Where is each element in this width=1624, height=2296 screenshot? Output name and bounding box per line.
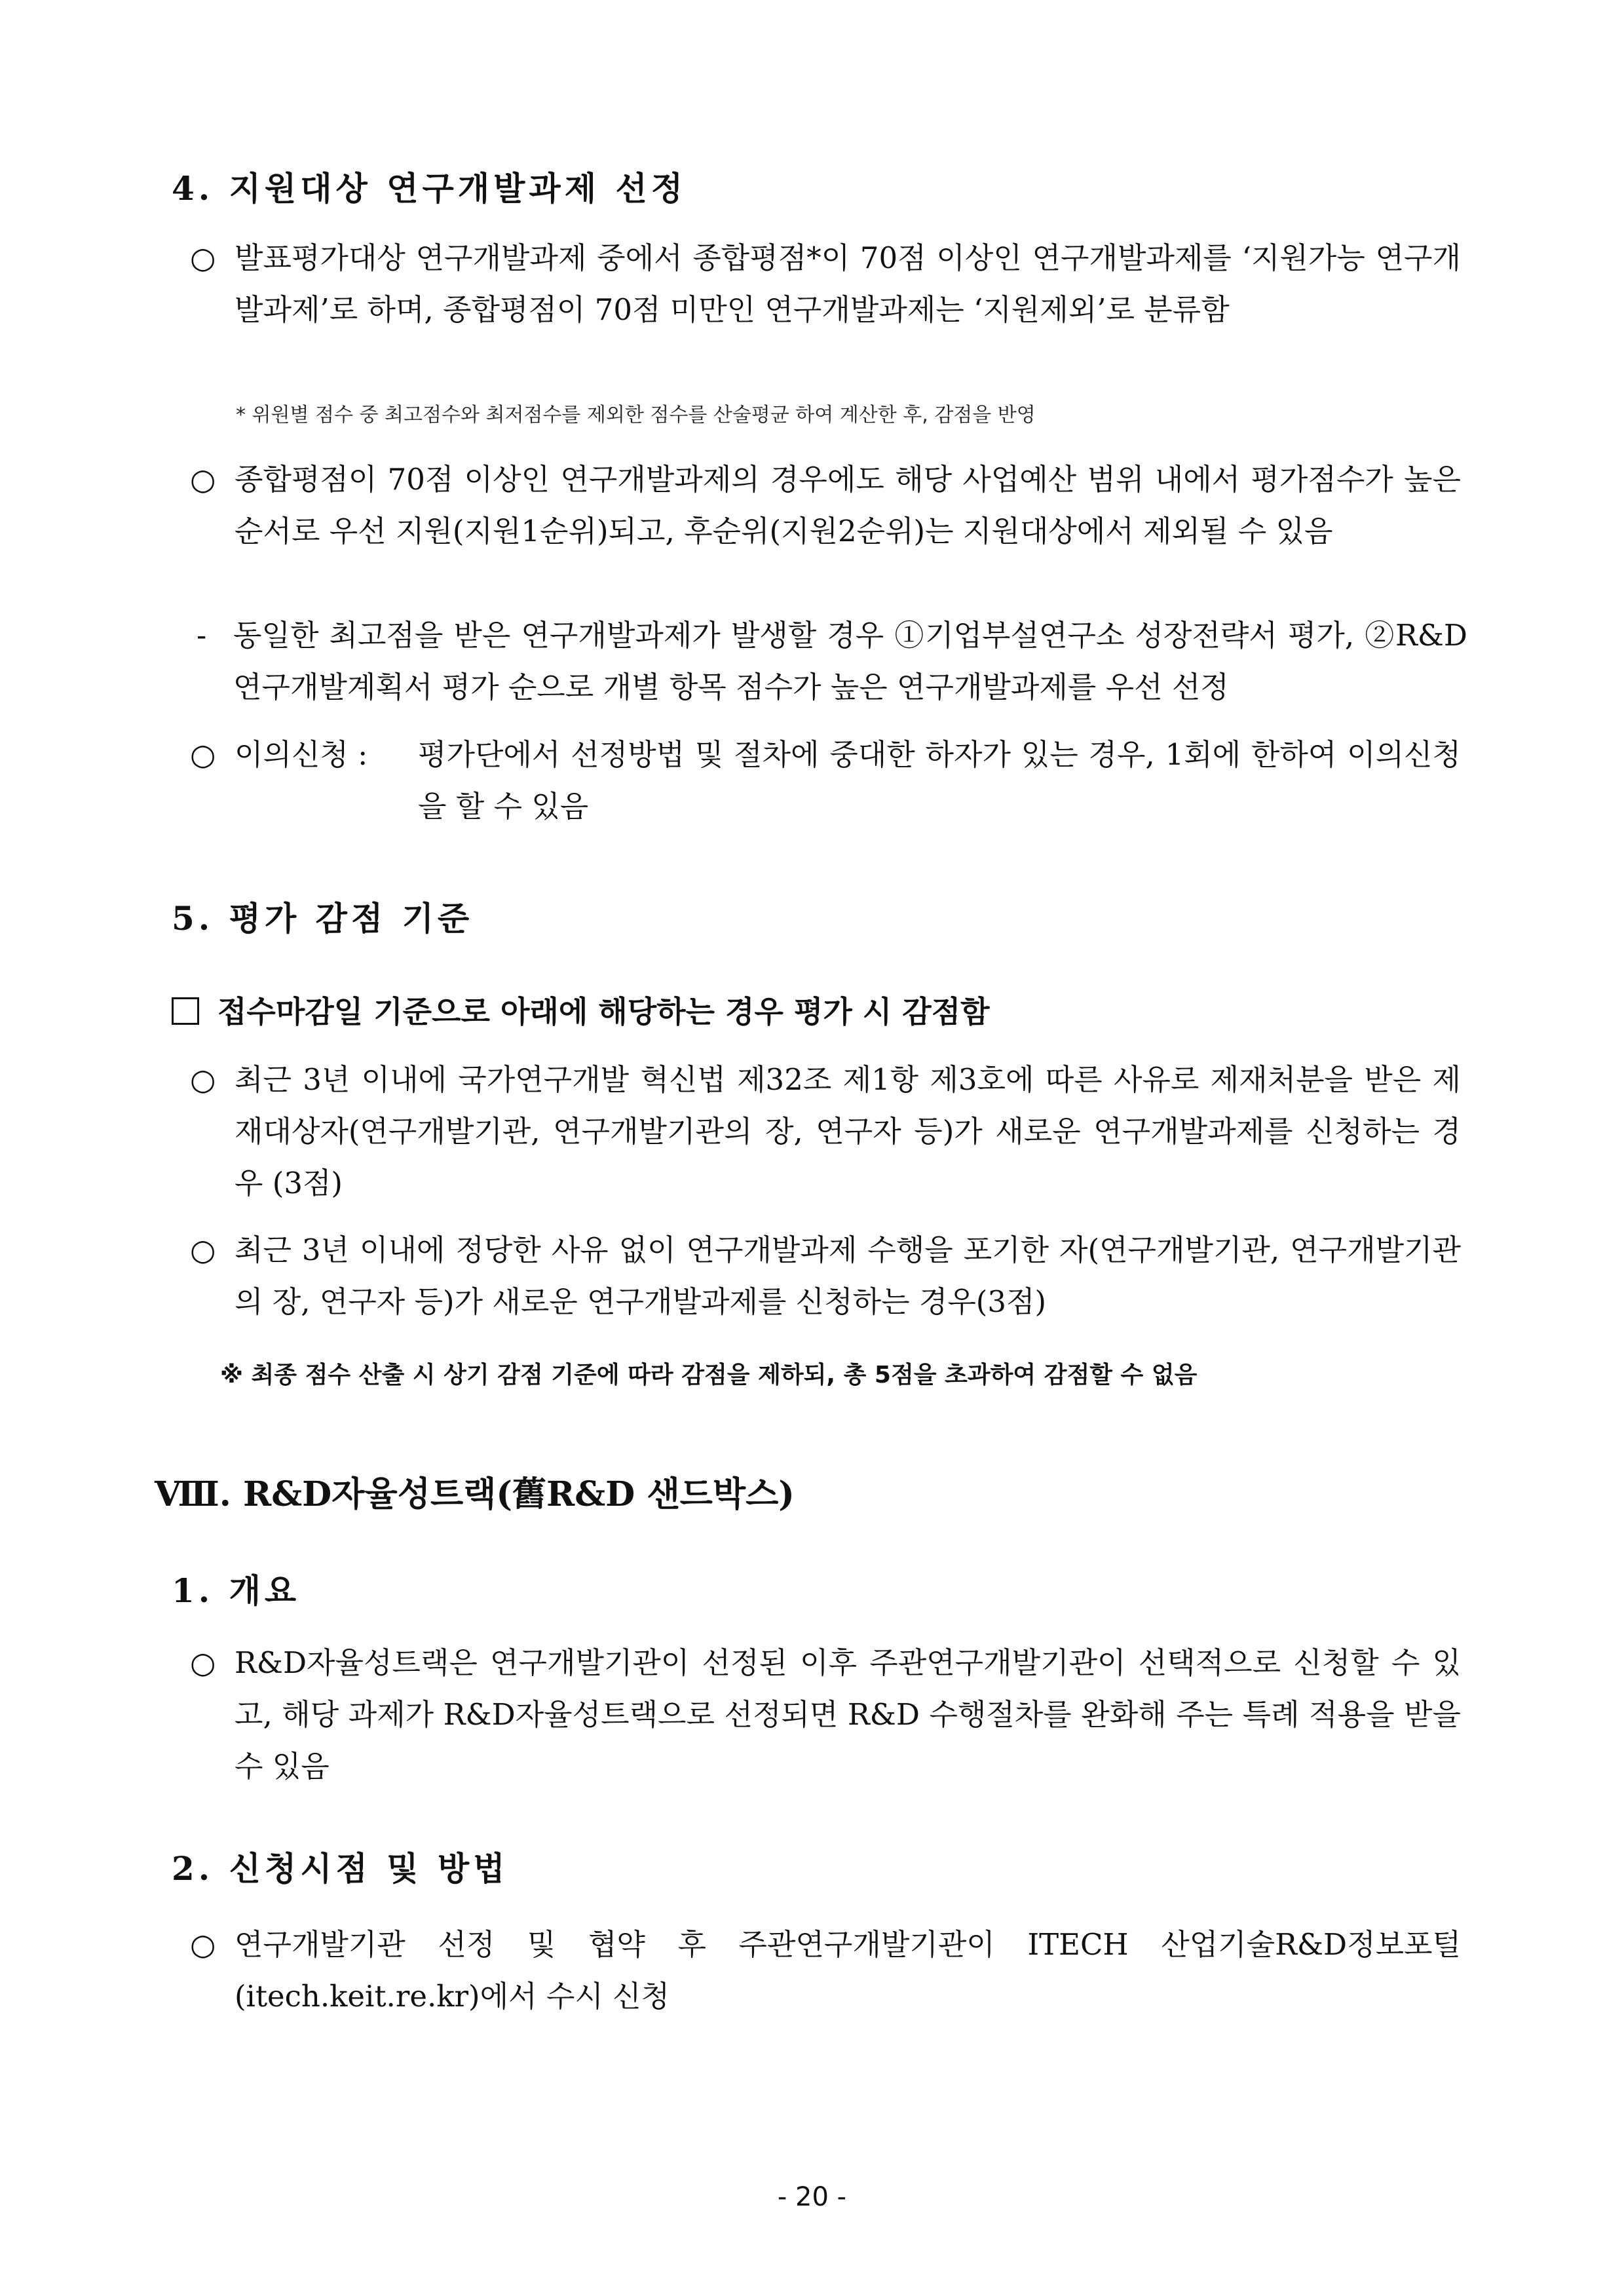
section-heading-overview: 1. 개요 [172,1571,301,1610]
section-heading-application: 2. 신청시점 및 방법 [172,1849,509,1888]
paragraph-budget-priority [190,453,1461,557]
circle-bullet-icon: ○ [190,1233,216,1267]
deduction-intro [172,988,990,1031]
chapter-heading-autonomy-track: Ⅷ. R&D자율성트랙(舊R&D 샌드박스) [155,1474,795,1514]
deduction-cap-note: ※ 최종 점수 산출 시 상기 감점 기준에 따라 감점을 제하되, 총 5점을 초과하여 감점할 수 없음 [220,1362,1198,1388]
circle-bullet-icon: ○ [190,1645,216,1680]
paragraph-tie-break [197,609,1467,713]
objection-label: 이의신청 : [235,737,368,772]
footnote-score-calculation: * 위원별 점수 중 최고점수와 최저점수를 제외한 점수를 산술평균 하여 계산한 후, 감점을 반영 [236,404,1036,427]
checkbox-icon [172,997,199,1025]
paragraph-text: 최근 3년 이내에 국가연구개발 혁신법 제32조 제1항 제3호에 따른 사유로 제재처분을 받은 제재대상자(연구개발기관, 연구개발기관의 장, 연구자 등)가 새로운 연구개발과제를 신청하는 경우 (3점) [235,1062,1461,1200]
objection-text: 평가단에서 선정방법 및 절차에 중대한 하자가 있는 경우, 1회에 한하여 이의신청을 할 수 있음 [418,737,1461,824]
circle-bullet-icon: ○ [190,737,216,772]
paragraph-objection [190,729,1461,832]
section-heading-deduction: 5. 평가 감점 기준 [172,899,474,938]
circle-bullet-icon: ○ [190,462,216,497]
paragraph-selection-criteria [190,232,1461,335]
paragraph-text: 종합평점이 70점 이상인 연구개발과제의 경우에도 해당 사업예산 범위 내에서 평가점수가 높은 순서로 우선 지원(지원1순위)되고, 후순위(지원2순위)는 지원대상에서 제외될 수 있음 [235,462,1461,548]
circle-bullet-icon: ○ [190,240,216,275]
deduction-item-abandon [190,1224,1461,1328]
paragraph-text: 동일한 최고점을 받은 연구개발과제가 발생할 경우 ①기업부설연구소 성장전략서 평가, ②R&D 연구개발계획서 평가 순으로 개별 항목 점수가 높은 연구개발과제를 우선 선정 [233,618,1467,704]
circle-bullet-icon: ○ [190,1062,216,1097]
paragraph-text: 발표평가대상 연구개발과제 중에서 종합평점*이 70점 이상인 연구개발과제를 ‘지원가능 연구개발과제’로 하며, 종합평점이 70점 미만인 연구개발과제는 ‘지원제외’로 분류함 [235,240,1461,327]
deduction-intro-text: 접수마감일 기준으로 아래에 해당하는 경우 평가 시 감점함 [217,994,990,1029]
section-heading-selection: 4. 지원대상 연구개발과제 선정 [172,169,687,208]
deduction-item-sanction [190,1054,1461,1209]
paragraph-text: R&D자율성트랙은 연구개발기관이 선정된 이후 주관연구개발기관이 선택적으로 신청할 수 있고, 해당 과제가 R&D자율성트랙으로 선정되면 R&D 수행절차를 완화해 주는 특례 적용을 받을 수 있음 [235,1645,1461,1784]
dash-bullet-icon: - [197,618,207,653]
paragraph-overview [190,1637,1461,1792]
paragraph-text: 연구개발기관 선정 및 협약 후 주관연구개발기관이 ITECH 산업기술R&D정보포털(itech.keit.re.kr)에서 수시 신청 [235,1927,1461,2014]
circle-bullet-icon: ○ [190,1927,216,1962]
paragraph-text: 최근 3년 이내에 정당한 사유 없이 연구개발과제 수행을 포기한 자(연구개발기관, 연구개발기관의 장, 연구자 등)가 새로운 연구개발과제를 신청하는 경우(3점) [235,1233,1461,1319]
paragraph-application [190,1919,1461,2022]
page-number: - 20 - [777,2182,847,2212]
